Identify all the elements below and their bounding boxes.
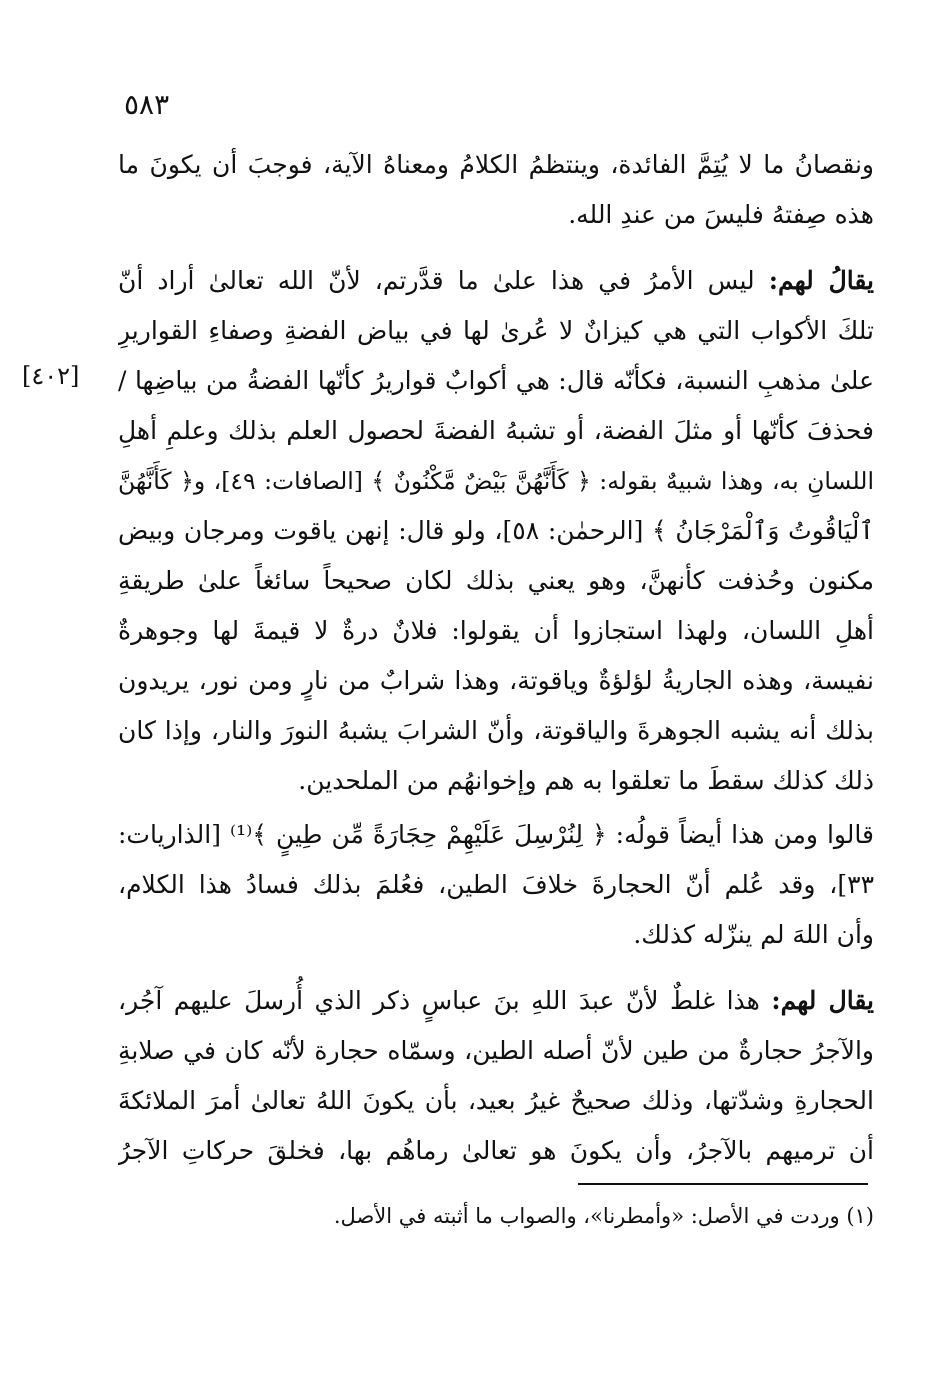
- paragraph-1: [118, 140, 874, 240]
- footnote: (١) وردت في الأصل: «وأمطرنا»، والصواب ما أثبته في الأصل.: [333, 1204, 874, 1228]
- lead-phrase: يقالُ لهم:: [768, 266, 874, 295]
- text-line: [118, 976, 874, 1026]
- margin-reference: [٤٠٢]: [22, 362, 80, 390]
- paragraph-2: [118, 256, 874, 806]
- text-line: مكنون وحُذفت كأنهنَّ، وهو يعني بذلك لكان صحيحاً سائغاً علىٰ طريقةِ: [118, 566, 874, 595]
- text-segment: ليس الأمرُ في هذا علىٰ ما قدَّرتم، لأنّ الله تعالىٰ أراد أنّ: [118, 266, 755, 295]
- text-segment: هذا غلطٌ لأنّ عبدَ اللهِ بنَ عباسٍ ذكر الذي أُرسلَ عليهم آجُر،: [118, 986, 760, 1015]
- text-line: بذلك أنه يشبه الجوهرةَ والياقوتة، وأنّ الشرابَ يشبهُ النورَ والنار، وإذا كان: [118, 716, 874, 745]
- text-line: ٣٣]، وقد عُلم أنّ الحجارةَ خلافَ الطين، فعُلمَ بذلك فسادُ هذا الكلام،: [118, 870, 874, 899]
- text-line: وأن اللهَ لم ينزّله كذلك.: [633, 920, 874, 949]
- text-line: الحجارةِ وشدّتها، وذلك صحيحٌ غيرُ بعيد، بأن يكونَ اللهُ تعالىٰ أمرَ الملائكةَ: [118, 1086, 874, 1115]
- text-line: هذه صِفتهُ فليسَ من عندِ الله.: [568, 200, 874, 229]
- text-line: أن ترميهم بالآجرُ، وأن يكونَ هو تعالىٰ رماهُم بها، فخلقَ حركاتِ الآجرُ: [118, 1136, 874, 1165]
- paragraph-3: [118, 810, 874, 960]
- footnote-divider: [578, 1183, 868, 1185]
- text-line: اللسانِ به، وهذا شبيهٌ بقوله: ﴿ كَأَنَّهُنَّ بَيْضٌ مَّكْنُونٌ ﴾ [الصافات: ٤٩]، و﴿ كَأَنَّهُنَّ: [118, 467, 874, 495]
- text-line: ذلك كذلك سقطَ ما تعلقوا به هم وإخوانهُم من الملحدين.: [298, 766, 874, 795]
- text-line: فحذفَ كأنّها أو مثلَ الفضة، أو تشبهُ الفضةَ لحصول العلم بذلك وعلمِ أهلِ: [118, 416, 874, 445]
- text-line: [118, 256, 874, 306]
- text-line: قالوا ومن هذا أيضاً قولُه: ﴿ لِنُرْسِلَ عَلَيْهِمْ حِجَارَةً مِّن طِينٍ ﴾⁽¹⁾ [الذاريات:: [118, 820, 874, 849]
- text-line: تلكَ الأكواب التي هي كيزانٌ لا عُرىٰ لها في بياض الفضةِ وصفاءِ القواريرِ: [118, 316, 874, 345]
- text-line: علىٰ مذهبِ النسبة، فكأنّه قال: هي أكوابٌ قواريرُ كأنّها الفضةُ من بياضِها /: [118, 366, 874, 395]
- text-line: أهلِ اللسان، ولهذا استجازوا أن يقولوا: فلانٌ درةٌ لا قيمةَ لها وجوهرةٌ: [118, 616, 874, 645]
- paragraph-4: [118, 976, 874, 1176]
- lead-phrase: يقال لهم:: [771, 986, 874, 1015]
- text-line: والآجرُ حجارةٌ من طين لأنّ أصله الطين، وسمّاه حجارة لأنّه كان في صلابةِ: [118, 1036, 874, 1065]
- page-number: ٥٨٣: [124, 88, 170, 121]
- text-line: نفيسة، وهذه الجاريةُ لؤلؤةٌ وياقوتة، وهذا شرابٌ من نارٍ ومن نور، يريدون: [118, 666, 874, 695]
- text-line: ونقصانُ ما لا يُتِمَّ الفائدة، وينتظمُ الكلامُ ومعناهُ الآية، فوجبَ أن يكونَ ما: [118, 150, 874, 179]
- text-line: ٱلْيَاقُوتُ وَٱلْمَرْجَانُ ﴾ [الرحمٰن: ٥٨]، ولو قال: إنهن ياقوت ومرجان وبيض: [118, 516, 874, 545]
